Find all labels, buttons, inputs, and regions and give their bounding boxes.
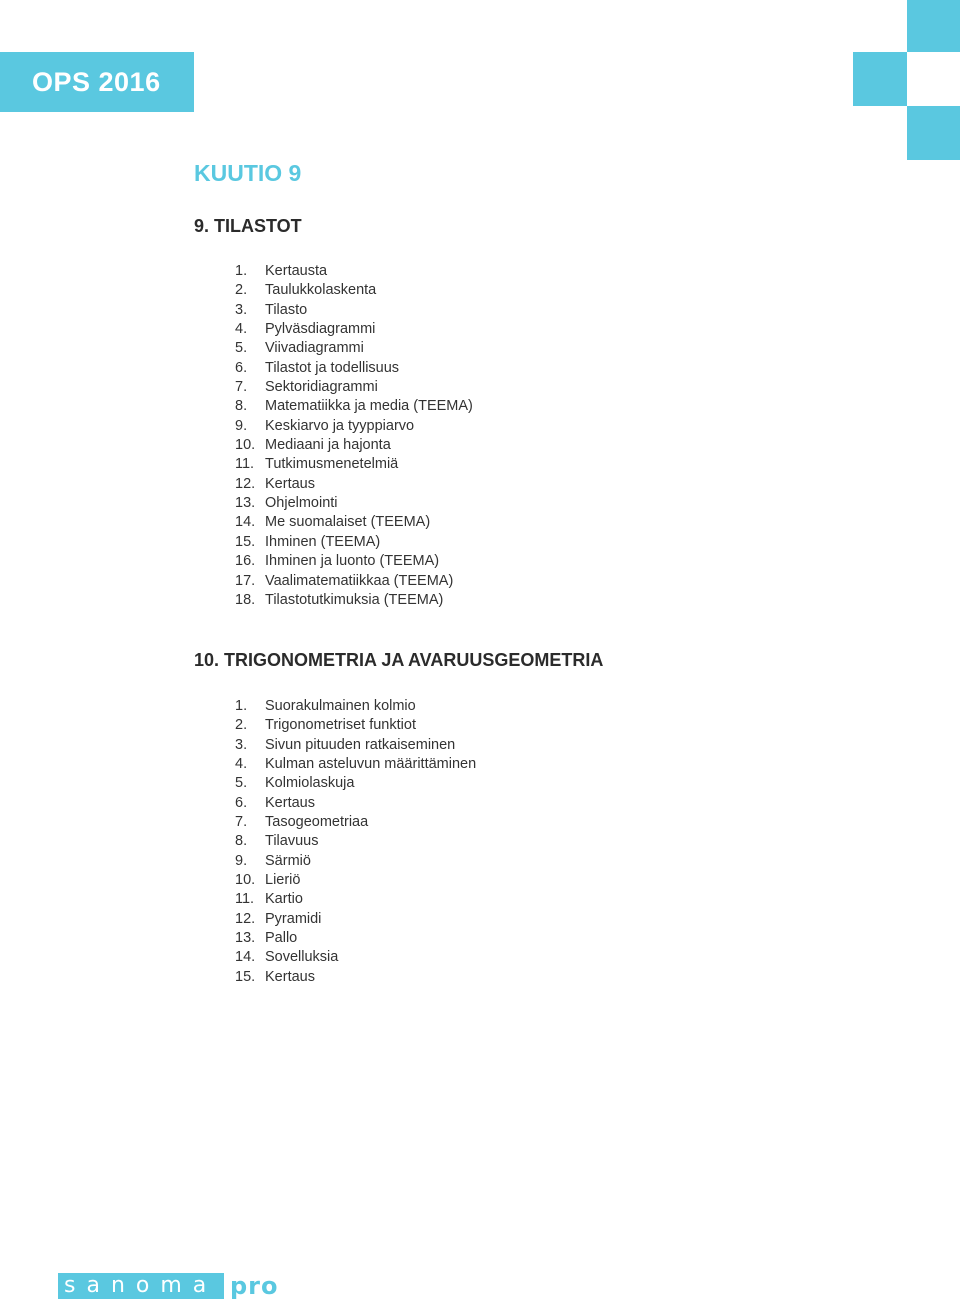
topic-label: Särmiö [265,852,311,869]
topic-number: 2. [235,282,248,299]
topic-number: 3. [235,301,248,318]
topic-number: 9. [235,417,248,434]
topic-label: Tilavuus [265,833,319,850]
topic-label: Pylväsdiagrammi [265,321,376,338]
topic-label: Vaalimatematiikkaa (TEEMA) [265,572,454,589]
topic-number: 18. [235,591,256,608]
topic-item [235,697,476,716]
topic-number: 6. [235,794,248,811]
topic-number: 2. [235,717,248,734]
topic-label: Tilasto [265,301,308,318]
topic-number: 13. [235,495,256,512]
topic-item [235,968,476,987]
topic-label: Tilastot ja todellisuus [265,359,400,376]
topic-item [235,929,476,948]
topic-item [235,813,476,832]
topic-item [235,591,473,610]
topic-number: 14. [235,514,256,531]
topic-item [235,378,473,397]
topic-number: 5. [235,775,248,792]
topic-number: 7. [235,814,248,831]
decorative-square [853,52,907,106]
topic-label: Kartio [265,891,303,908]
topic-number: 3. [235,736,248,753]
topic-label: Kertaus [265,794,315,811]
topic-number: 15. [235,968,256,985]
topic-label: Ihminen (TEEMA) [265,533,381,550]
topic-label: Trigonometriset funktiot [265,717,416,734]
topic-item [235,755,476,774]
topic-label: Mediaani ja hajonta [265,437,391,454]
topic-label: Keskiarvo ja tyyppiarvo [265,417,415,434]
topic-item [235,736,476,755]
topic-number: 4. [235,321,248,338]
book-title: KUUTIO 9 [194,160,302,186]
topic-number: 6. [235,359,248,376]
sanoma-pro-logo [58,1273,279,1299]
topic-item [235,455,473,474]
topic-number: 10. [235,437,256,454]
topic-item [235,301,473,320]
topic-label: Viivadiagrammi [265,340,364,357]
topic-item [235,436,473,455]
topic-item [235,552,473,571]
topic-label: Sovelluksia [265,949,339,966]
topic-label: Pyramidi [265,910,322,927]
topic-item [235,852,476,871]
topic-item [235,281,473,300]
topic-label: Kolmiolaskuja [265,775,355,792]
decorative-square [907,106,960,160]
topic-item [235,320,473,339]
topic-label: Tasogeometriaa [265,814,369,831]
topic-item [235,832,476,851]
topic-item [235,397,473,416]
topic-number: 12. [235,475,256,492]
topic-item [235,948,476,967]
topic-number: 16. [235,553,256,570]
topic-label: Me suomalaiset (TEEMA) [265,514,431,531]
topic-item [235,475,473,494]
topic-number: 1. [235,263,248,279]
topic-list [235,697,476,987]
topic-item [235,572,473,591]
topic-item [235,794,476,813]
topic-label: Tutkimusmenetelmiä [265,456,399,473]
topic-label: Kulman asteluvun määrittäminen [265,756,477,773]
topic-label: Matematiikka ja media (TEEMA) [265,398,473,415]
topic-label: Sivun pituuden ratkaiseminen [265,736,456,753]
topic-number: 8. [235,833,248,850]
decorative-square [907,0,960,52]
topic-label: Lieriö [265,872,301,889]
topic-label: Tilastotutkimuksia (TEEMA) [265,591,444,608]
topic-item [235,910,476,929]
topic-number: 17. [235,572,256,589]
topic-number: 13. [235,930,256,947]
topic-number: 7. [235,379,248,396]
topic-item [235,716,476,735]
logo-main-word: sanoma [58,1273,224,1299]
topic-label: Kertaus [265,968,315,985]
topic-number: 14. [235,949,256,966]
topic-number: 8. [235,398,248,415]
topic-label: Sektoridiagrammi [265,379,378,396]
topic-item [235,890,476,909]
topic-label: Pallo [265,930,298,947]
topic-label: Kertaus [265,475,315,492]
topic-label: Kertausta [265,263,328,279]
topic-label: Ihminen ja luonto (TEEMA) [265,553,440,570]
topic-number: 15. [235,533,256,550]
chapter-title: 9. TILASTOT [194,216,302,236]
topic-number: 5. [235,340,248,357]
topic-item [235,339,473,358]
topic-item [235,533,473,552]
topic-number: 10. [235,872,256,889]
topic-number: 11. [235,456,255,473]
logo-suffix-word: pro [230,1272,279,1300]
topic-item [235,774,476,793]
topic-number: 11. [235,891,255,908]
topic-label: Taulukkolaskenta [265,282,377,299]
chapter-title: 10. TRIGONOMETRIA JA AVARUUSGEOMETRIA [194,650,604,670]
topic-item [235,359,473,378]
topic-number: 1. [235,698,248,714]
topic-label: Suorakulmainen kolmio [265,698,416,714]
topic-list [235,262,473,610]
topic-item [235,262,473,281]
topic-number: 9. [235,852,248,869]
topic-item [235,871,476,890]
ops-banner: OPS 2016 [0,52,194,112]
topic-item [235,494,473,513]
topic-number: 4. [235,756,248,773]
topic-number: 12. [235,910,256,927]
topic-item [235,417,473,436]
topic-label: Ohjelmointi [265,495,338,512]
topic-item [235,513,473,532]
